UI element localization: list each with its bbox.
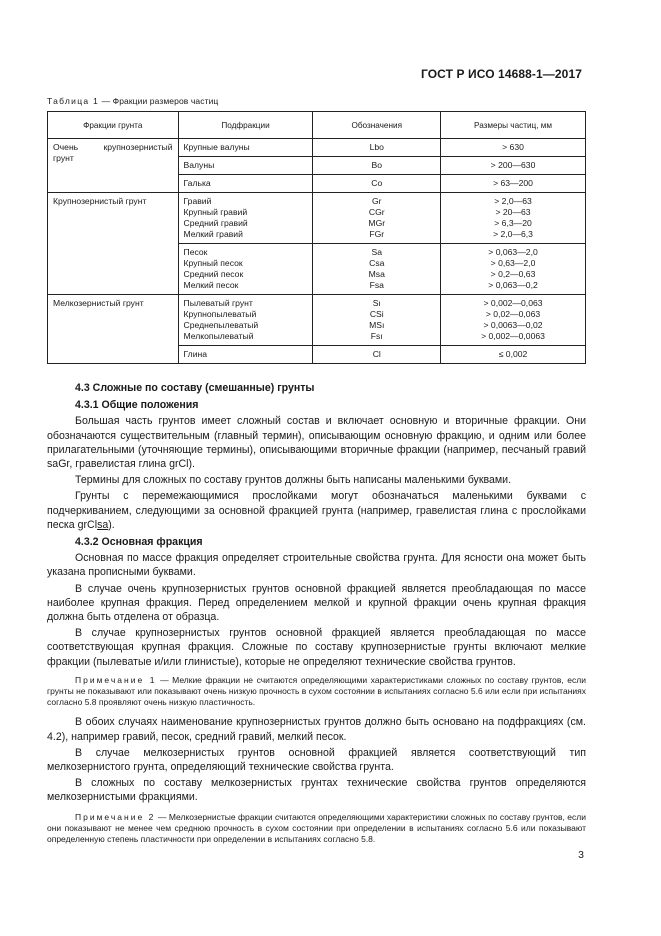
note [47,812,586,846]
symbol: Sı [372,298,381,308]
size: > 0,0063—0,02 [483,320,543,330]
paragraph: Основная по массе фракция определяет строительные свойства грунта. Для ясности она может быть указана прописными буквами. [47,552,586,579]
fraction-cell [48,139,179,193]
subsection-heading: 4.3.1 Общие положения [75,399,199,412]
size: > 200—630 [490,160,536,170]
symbol-cell [313,157,441,175]
fractions-table [47,111,586,364]
subfraction-cell [178,193,313,244]
subfraction: Крупнопылеватый [183,309,257,319]
symbol: Msa [368,269,385,279]
size-cell [441,244,586,295]
size-cell [441,157,586,175]
subfraction: Мелкий песок [183,280,239,290]
subfraction-cell [178,157,313,175]
size: > 0,02—0,063 [485,309,541,319]
table-caption-title: — Фракции размеров частиц [99,96,219,106]
subsection-heading: 4.3.2 Основная фракция [75,536,203,549]
note-text: — Мелкие фракции не считаются определяющими характеристиками сложных по составу грунтов, если грунты не показывают или показывают очень низкую прочность в сухом состоянии в испытаниях согласно 5.6 или если при испытаниях согласно 5.8 проявляют очень низкую пластичность. [47,674,586,708]
fraction-name: крупнозернистый [103,142,173,152]
symbol: Lbo [369,142,384,152]
paragraph-text: ). [108,518,115,531]
table-row [48,139,586,157]
size: > 0,2—0,63 [490,269,536,279]
subfraction: Мелкий гравий [183,229,243,239]
size: ≤ 0,002 [498,349,528,359]
note-label: Примечание 2 [75,811,156,822]
symbol: CSi [369,309,384,319]
subfraction: Гравий [183,196,212,206]
fraction-name: грунт [53,153,74,163]
subfraction: Средний гравий [183,218,248,228]
subfraction-cell [178,139,313,157]
subfraction: Крупные валуны [183,142,250,152]
paragraph: В сложных по составу мелкозернистых грунтах технические свойства грунтов определяются мелкозернистыми фракциями. [47,777,586,804]
subfraction: Крупный гравий [183,207,248,217]
underlined-text: sa [97,518,109,531]
subfraction: Глина [183,349,208,359]
subfraction: Пылеватый грунт [183,298,253,308]
table-header-row [48,112,586,139]
symbol: Co [371,178,383,188]
page-number: 3 [578,849,584,861]
symbol: FGr [369,229,385,239]
size: > 0,063—2,0 [488,247,538,257]
symbol: Fsa [369,280,384,290]
symbol-cell [313,244,441,295]
fraction-name: Очень [53,142,79,152]
column-header: Фракции грунта [48,112,179,139]
document-header: ГОСТ Р ИСО 14688-1—2017 [420,67,582,81]
fraction-cell [48,193,179,295]
fraction-name: Крупнозернистый грунт [53,196,147,206]
size-cell [441,295,586,346]
column-header: Обозначения [313,112,441,139]
table-caption [47,96,218,106]
symbol: Sa [371,247,383,257]
subfraction: Среднепылеватый [183,320,259,330]
table-row [48,295,586,346]
paragraph: В случае очень крупнозернистых грунтов основной фракцией является преобладающая по массе наиболее крупная фракция. Перед определением мелкой и крупной фракции очень крупная фракция должна быть отделена от образца. [47,582,586,624]
subfraction: Крупный песок [183,258,243,268]
symbol: Gr [371,196,382,206]
paragraph: Термины для сложных по составу грунтов должны быть написаны маленькими буквами. [75,474,512,487]
section-heading: 4.3 Сложные по составу (смешанные) грунты [75,382,315,394]
subfraction-cell [178,244,313,295]
symbol: MSı [369,320,385,330]
size: > 6,3—20 [494,218,532,228]
note [47,675,586,709]
section-4-3 [47,381,586,845]
subfraction: Валуны [183,160,215,170]
size: > 630 [502,142,524,152]
size: > 0,002—0,0063 [481,331,545,341]
size: > 2,0—63 [494,196,532,206]
symbol-cell [313,193,441,244]
size: > 0,002—0,063 [483,298,543,308]
symbol-cell [313,139,441,157]
size-cell [441,175,586,193]
note-label: Примечание 1 [75,674,157,685]
paragraph-text: Грунты с перемежающимися прослойками могут обозначаться маленькими буквами с подчеркиванием, следующими за основной фракцией грунта (например, гравелистая глина с прослойками песка grCl [47,490,586,531]
note-text: — Мелкозернистые фракции считаются определяющими характеристики сложных по составу грунтов, если они показывают не менее чем среднюю прочность в сухом состоянии при определении в испытаниях согласно 5.6 или показывают определенную степень пластичности при определении в испытаниях согласно 5.8. [47,811,586,845]
size: > 20—63 [495,207,531,217]
symbol: Csa [369,258,385,268]
symbol: Bo [371,160,383,170]
fraction-name: Мелкозернистый грунт [53,298,144,308]
symbol: Fsı [370,331,383,341]
size: > 2,0—6,3 [493,229,533,239]
size-cell [441,139,586,157]
fraction-cell [48,295,179,364]
paragraph: В случае мелкозернистых грунтов основной фракцией является соответствующий тип мелкозернистого грунта, определяющий технические свойства грунта. [47,746,586,774]
paragraph: В случае крупнозернистых грунтов основной фракцией является преобладающая по массе соответствующая крупная фракция. Сложные по составу крупнозернистые грунты включают мелкие фракции (пылеватые и/или глинистые), которые не определяют технические свойства грунтов. [47,627,586,668]
column-header: Подфракции [178,112,313,139]
paragraph: В обоих случаях наименование крупнозернистых грунтов должно быть основано на подфракциях (см. 4.2), например гравий, песок, средний гравий, мелкий песок. [47,716,586,743]
column-header: Размеры частиц, мм [441,112,586,139]
size-cell [441,193,586,244]
paragraph [47,489,586,532]
table-row [48,193,586,244]
size: > 0,063—0,2 [488,280,538,290]
symbol-cell [313,295,441,346]
subfraction: Средний песок [183,269,244,279]
symbol-cell [313,346,441,364]
symbol-cell [313,175,441,193]
subfraction: Галька [183,178,211,188]
size: > 63—200 [493,178,533,188]
subfraction-cell [178,175,313,193]
size: > 0,63—2,0 [490,258,536,268]
paragraph: Большая часть грунтов имеет сложный состав и включает основную и вторичные фракции. Они обозначаются существительным (главный термин), описывающим основную фракцию, и одним или более прилагательными (уточняющие термины), описывающими вторичные фракции (например, песчаный гравий saGr, гравелистая глина grCl). [47,415,586,471]
subfraction: Песок [183,247,208,257]
size-cell [441,346,586,364]
subfraction-cell [178,295,313,346]
symbol: MGr [368,218,386,228]
symbol: Cl [372,349,381,359]
table-caption-label: Таблица 1 [47,96,100,106]
symbol: CGr [368,207,385,217]
subfraction: Мелкопылеватый [183,331,254,341]
subfraction-cell [178,346,313,364]
